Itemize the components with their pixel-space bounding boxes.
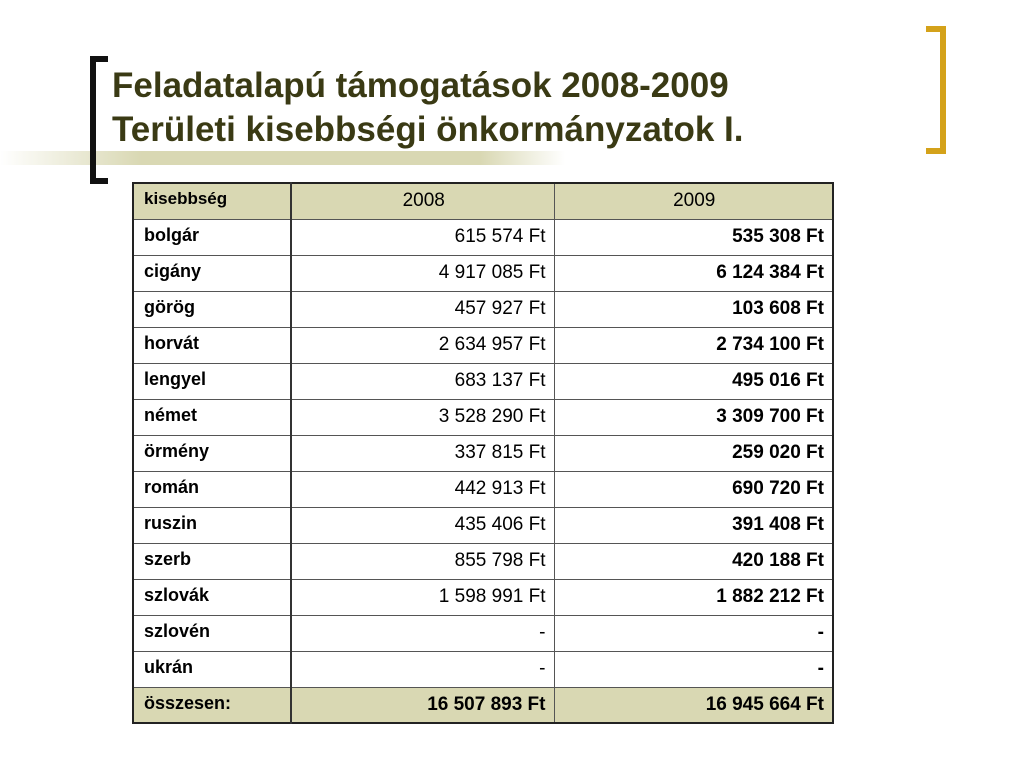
row-value-2008: 2 634 957 Ft: [291, 327, 554, 363]
right-bracket-decoration: [926, 26, 946, 154]
table-row: [133, 291, 833, 327]
row-minority: román: [133, 471, 291, 507]
header-2008: 2008: [291, 183, 554, 219]
row-minority: cigány: [133, 255, 291, 291]
row-minority: lengyel: [133, 363, 291, 399]
row-value-2009: 2 734 100 Ft: [554, 327, 833, 363]
row-value-2008: -: [291, 651, 554, 687]
title-line-2: Területi kisebbségi önkormányzatok I.: [112, 110, 744, 149]
row-minority: német: [133, 399, 291, 435]
support-table: [132, 182, 834, 724]
row-value-2009: 391 408 Ft: [554, 507, 833, 543]
row-value-2009: 6 124 384 Ft: [554, 255, 833, 291]
total-value-2009: 16 945 664 Ft: [554, 687, 833, 723]
row-value-2008: 4 917 085 Ft: [291, 255, 554, 291]
row-value-2008: 855 798 Ft: [291, 543, 554, 579]
table-row: [133, 615, 833, 651]
row-value-2008: 442 913 Ft: [291, 471, 554, 507]
total-value-2008: 16 507 893 Ft: [291, 687, 554, 723]
table-row: [133, 435, 833, 471]
row-value-2009: 259 020 Ft: [554, 435, 833, 471]
row-minority: bolgár: [133, 219, 291, 255]
row-value-2009: 103 608 Ft: [554, 291, 833, 327]
row-value-2008: 1 598 991 Ft: [291, 579, 554, 615]
row-value-2008: -: [291, 615, 554, 651]
row-value-2008: 615 574 Ft: [291, 219, 554, 255]
title-line-1: Feladatalapú támogatások 2008-2009: [112, 66, 729, 105]
slide-title: [112, 64, 743, 152]
row-minority: görög: [133, 291, 291, 327]
table-row: [133, 363, 833, 399]
header-2009: 2009: [554, 183, 833, 219]
row-value-2008: 457 927 Ft: [291, 291, 554, 327]
row-value-2008: 683 137 Ft: [291, 363, 554, 399]
header-minority: kisebbség: [133, 183, 291, 219]
row-value-2009: 690 720 Ft: [554, 471, 833, 507]
total-label: összesen:: [133, 687, 291, 723]
row-value-2009: 1 882 212 Ft: [554, 579, 833, 615]
table-header-row: [133, 183, 833, 219]
left-bracket-decoration: [90, 56, 108, 184]
row-minority: szlovén: [133, 615, 291, 651]
table-row: [133, 327, 833, 363]
table-row: [133, 399, 833, 435]
row-value-2009: 3 309 700 Ft: [554, 399, 833, 435]
decorative-band: [0, 151, 565, 165]
row-value-2009: 420 188 Ft: [554, 543, 833, 579]
table-row: [133, 255, 833, 291]
row-value-2009: 495 016 Ft: [554, 363, 833, 399]
row-value-2009: -: [554, 615, 833, 651]
table-row: [133, 579, 833, 615]
row-minority: szerb: [133, 543, 291, 579]
row-value-2008: 3 528 290 Ft: [291, 399, 554, 435]
row-minority: horvát: [133, 327, 291, 363]
row-value-2008: 435 406 Ft: [291, 507, 554, 543]
table-row: [133, 219, 833, 255]
row-value-2009: 535 308 Ft: [554, 219, 833, 255]
row-value-2009: -: [554, 651, 833, 687]
row-minority: ukrán: [133, 651, 291, 687]
row-minority: ruszin: [133, 507, 291, 543]
row-minority: örmény: [133, 435, 291, 471]
table-total-row: [133, 687, 833, 723]
table-row: [133, 507, 833, 543]
table-row: [133, 543, 833, 579]
table-row: [133, 651, 833, 687]
row-value-2008: 337 815 Ft: [291, 435, 554, 471]
row-minority: szlovák: [133, 579, 291, 615]
table-row: [133, 471, 833, 507]
